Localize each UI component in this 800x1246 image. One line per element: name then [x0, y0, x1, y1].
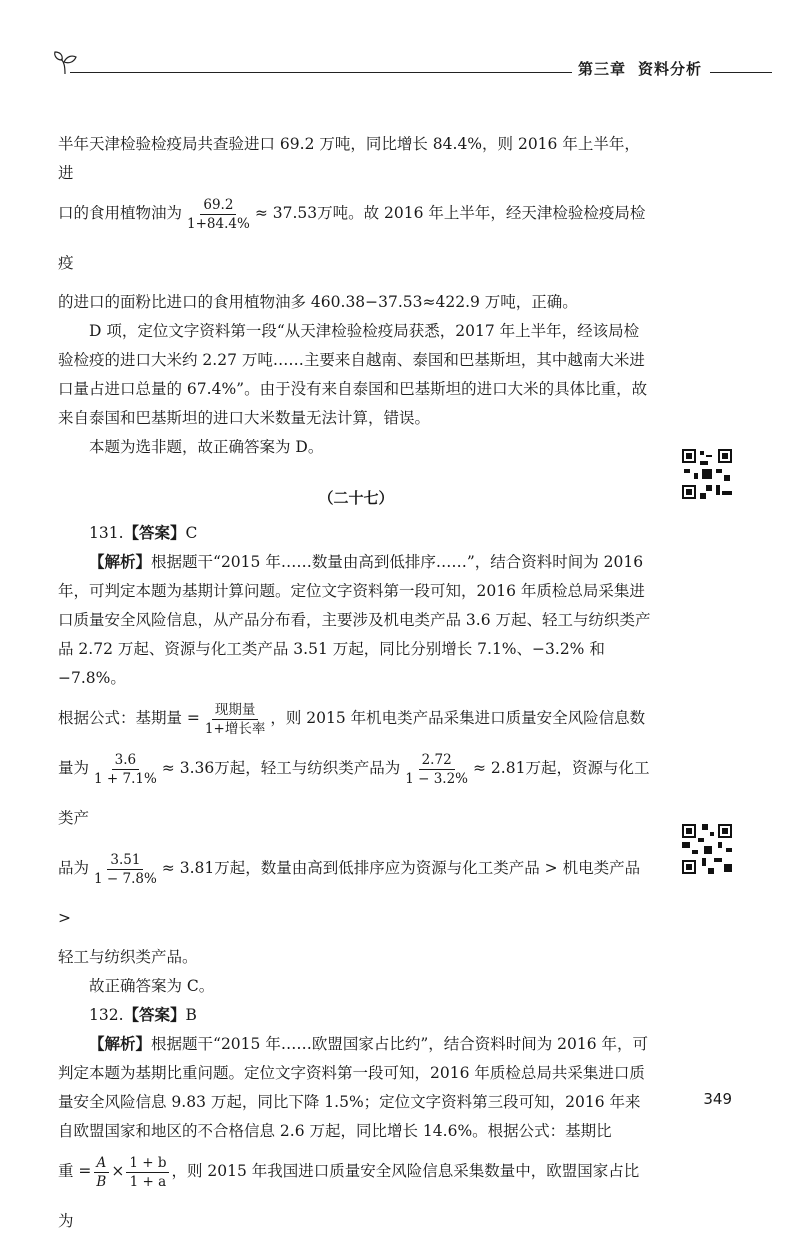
fraction: [402, 751, 471, 788]
paragraph-2: D 项，定位文字资料第一段“从天津检验检疫局获悉，2017 年上半年，经该局检验检疫的进口大米约 2.27 万吨……主要来自越南、泰国和巴基斯坦，其中越南大米进口量占进口总量的 67.4%”。由于没有来自泰国和巴基斯坦的进口大米的具体比重，故来自泰国和巴基斯坦的进口大米数量无法计算，错误。: [58, 322, 648, 427]
times-sign: ×: [111, 1162, 125, 1180]
answer-value: C: [185, 524, 198, 542]
text-line: 重 =: [58, 1162, 92, 1180]
qr-code-icon[interactable]: [680, 447, 734, 501]
fraction-denominator: 1+84.4%: [187, 215, 250, 232]
q131-calc-3: 轻工与纺织类产品。: [58, 948, 198, 966]
text-line: ，则 2015 年机电类产品采集进口质量安全风险信息数: [270, 709, 646, 727]
q131-formula: [58, 693, 654, 743]
analysis-label: 【解析】: [89, 553, 152, 571]
fraction-numerator: 1 + b: [126, 1154, 169, 1173]
fraction: [91, 751, 160, 788]
header-rule-left: [70, 72, 572, 73]
q132-answer: [58, 1001, 654, 1030]
page-header: [52, 50, 772, 80]
fraction-numerator: 2.72: [419, 751, 455, 770]
text-line: ，则 2015 年我国进口质量安全风险信息采集数量中，欧盟国家占比为: [58, 1162, 640, 1230]
fraction: [184, 196, 253, 233]
text-line: ≈ 3.36万起，轻工与纺织类产品为: [161, 759, 401, 777]
text-line: 品为: [58, 859, 90, 877]
fraction-numerator: A: [94, 1154, 110, 1173]
q132-formula: [58, 1146, 654, 1246]
paragraph-1: [58, 130, 654, 188]
chapter-name: 资料分析: [637, 60, 702, 78]
text-line: ≈ 37.53万吨。故 2016 年上半年，经天津检验检疫局检疫: [58, 204, 646, 272]
page-content: [58, 130, 654, 1246]
fraction-numerator: 现期量: [212, 701, 259, 720]
chapter-title: [578, 58, 702, 79]
q131-analysis: [58, 548, 654, 693]
text-line: ≈ 3.81万起，数量由高到低排序应为资源与化工类产品 > 机电类产品 >: [58, 859, 641, 927]
fraction-numerator: 3.6: [112, 751, 139, 770]
fraction: [91, 851, 160, 888]
fraction-denominator: 1 − 7.8%: [94, 870, 157, 887]
section-heading: （二十七）: [318, 489, 394, 507]
fraction: [202, 701, 268, 738]
analysis-label: 【解析】: [89, 1035, 152, 1053]
analysis-text: 根据题干“2015 年……数量由高到低排序……”，结合资料时间为 2016 年，可判定本题为基期计算问题。定位文字资料第一段可知，2016 年质检总局采集进口质量安全风险信息，从产品分布看，主要涉及机电类产品 3.6 万起、轻工与纺织类产品 2.72 万起、资源与化工类产品 3.51 万起，同比分别增长 7.1%、−3.2% 和 −7.8%。: [58, 553, 651, 687]
fraction: [93, 1154, 109, 1191]
fraction: [126, 1154, 169, 1191]
text-line: 量为: [58, 759, 90, 777]
answer-label: 【答案】: [123, 1006, 186, 1024]
fraction-denominator: B: [96, 1173, 107, 1190]
question-number: 132.: [89, 1006, 124, 1024]
fraction-numerator: 69.2: [200, 196, 236, 215]
text-line: 半年天津检验检疫局共查验进口 69.2 万吨，同比增长 84.4%，则 2016 年上半年，进: [58, 135, 640, 182]
fraction-denominator: 1 + 7.1%: [94, 770, 157, 787]
question-number: 131.: [89, 524, 124, 542]
paragraph-3: 本题为选非题，故正确答案为 D。: [89, 438, 324, 456]
answer-value: B: [185, 1006, 197, 1024]
qr-code-icon[interactable]: [680, 822, 734, 876]
q132-analysis: [58, 1030, 654, 1146]
header-rule-right: [710, 72, 772, 73]
text-line: 口的食用植物油为: [58, 204, 183, 222]
fraction-denominator: 1 − 3.2%: [405, 770, 469, 787]
q131-calc-1: [58, 743, 654, 843]
page-number: 349: [703, 1090, 732, 1108]
paragraph-1-formula-line: [58, 188, 654, 288]
q131-answer: [58, 519, 654, 548]
text-line: 根据公式：基期量 =: [58, 709, 200, 727]
chapter-number: 第三章: [577, 60, 626, 78]
paragraph-1-end: [58, 288, 654, 317]
text-line: 的进口的面粉比进口的食用植物油多 460.38−37.53≈422.9 万吨，正确。: [58, 293, 578, 311]
fraction-denominator: 1 + a: [129, 1173, 167, 1190]
analysis-text: 根据题干“2015 年……欧盟国家占比约”，结合资料时间为 2016 年，可判定本题为基期比重问题。定位文字资料第一段可知，2016 年质检总局共采集进口质量安全风险信息 9.83 万起，同比下降 1.5%；定位文字资料第三段可知，2016 年来自欧盟国家和地区的不合格信息 2.6 万起，同比增长 14.6%。根据公式：基期比: [58, 1035, 649, 1140]
fraction-numerator: 3.51: [107, 851, 143, 870]
q131-calc-2: [58, 843, 654, 943]
fraction-denominator: 1+增长率: [204, 720, 266, 737]
text-line: ≈ 2.81万起，资源与化工类产: [58, 759, 650, 827]
q131-conclusion: 故正确答案为 C。: [89, 977, 215, 995]
answer-label: 【答案】: [123, 524, 186, 542]
